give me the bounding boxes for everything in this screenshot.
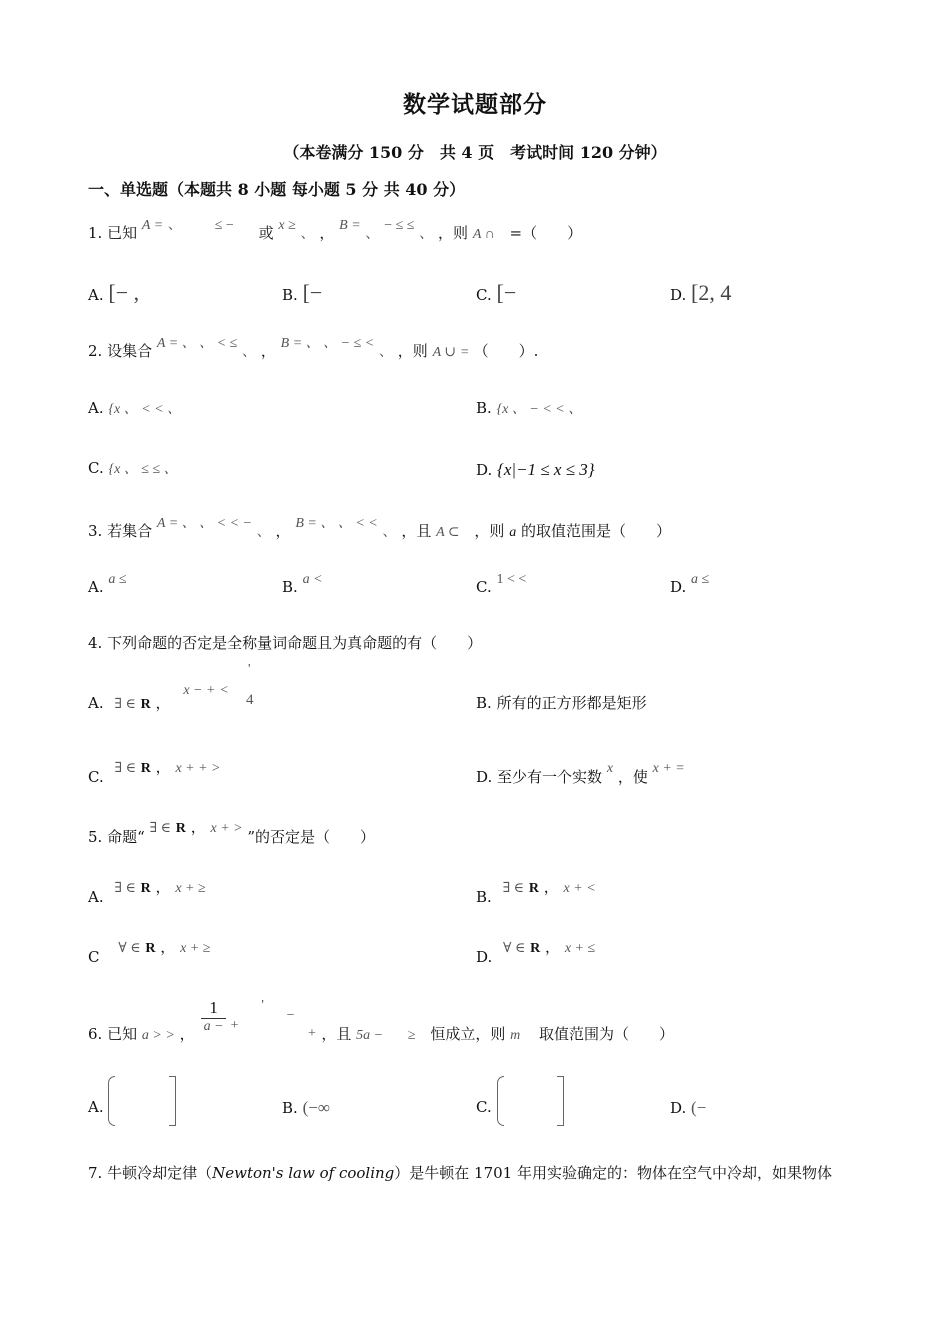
option-d[interactable]: D. (− (670, 1098, 707, 1117)
option-b[interactable]: B. ∃ ∈ R ， x + < (476, 878, 596, 906)
question-2: 2. 设集合 A = 、 、 < ≤ 、 ， B = 、 、 − ≤ < 、 ，则 A ∪ = （ ）. (88, 336, 539, 360)
question-6: 6. 已知 a > > ， $\frac{1}{a -}$ + ' − + ，且 5a − ≥ 恒成立，则 m 取值范围为（ ） (88, 997, 675, 1043)
option-d[interactable]: D. ∀ ∈ R ， x + ≤ (476, 938, 596, 966)
question-4: 4. 下列命题的否定是全称量词命题且为真命题的有（ ） (88, 634, 483, 652)
option-d[interactable]: D. 至少有一个实数 x ，使 x + = (476, 761, 685, 786)
option-a[interactable]: A. ∃ ∈ R ， x + ≥ (88, 878, 206, 906)
option-a[interactable]: A. (88, 1076, 176, 1130)
option-a[interactable]: A. [− , (88, 280, 140, 305)
question-7: 7. 牛顿冷却定律（Newton's law of cooling）是牛顿在 1701 年用实验确定的：物体在空气中冷却，如果物体 (88, 1164, 832, 1182)
option-c[interactable]: C. {x 、 ≤ ≤ 、 (88, 459, 178, 477)
option-c[interactable]: C. 1 < < (476, 572, 527, 596)
question-5: 5. 命题“ ∃ ∈ R ， x + > ”的否定是（ ） (88, 818, 376, 846)
option-b[interactable]: B. [− (282, 280, 323, 305)
option-d[interactable]: D. [2, 4 (670, 280, 732, 305)
page-title: 数学试题部分 (403, 91, 547, 118)
option-a[interactable]: A. ∃ ∈ R ， x − + ' 4 < (88, 662, 254, 712)
option-a[interactable]: A. a ≤ (88, 572, 127, 596)
fraction: $\frac{1}{a -}$ (201, 998, 226, 1035)
option-c[interactable]: C ∀ ∈ R ， x + ≥ (88, 938, 211, 966)
question-number: 1. (88, 224, 103, 242)
question-1: 1. 已知 A = 、 ≤ − 或 x ≥ 、 ， B = 、 − ≤ ≤ 、 ，则 A ∩ =（ ） (88, 218, 583, 242)
option-b[interactable]: B. 所有的正方形都是矩形 (476, 694, 647, 712)
section-heading: 一、单选题（本题共 8 小题 每小题 5 分 共 40 分） (88, 180, 466, 199)
option-b[interactable]: B. (−∞ (282, 1098, 330, 1117)
option-d[interactable]: D. a ≤ (670, 572, 710, 596)
option-c[interactable]: C. ∃ ∈ R ， x + + > (88, 758, 221, 786)
left-paren (497, 1076, 504, 1126)
left-paren (108, 1076, 115, 1126)
option-c[interactable]: C. (476, 1076, 564, 1130)
option-a[interactable]: A. {x 、 < < 、 (88, 399, 182, 417)
option-b[interactable]: B. a < (282, 572, 323, 596)
option-c[interactable]: C. [− (476, 280, 517, 305)
option-b[interactable]: B. {x 、 − < < 、 (476, 399, 583, 417)
option-d[interactable]: D. {x|−1 ≤ x ≤ 3} (476, 460, 595, 479)
exam-info: （本卷满分 150 分 共 4 页 考试时间 120 分钟） (283, 143, 667, 162)
question-3: 3. 若集合 A = 、 、 < < − 、 ， B = 、 、 < < 、 ，且 A ⊂ ，则 a 的取值范围是（ ） (88, 516, 672, 540)
right-bracket (557, 1076, 564, 1126)
right-bracket (169, 1076, 176, 1126)
